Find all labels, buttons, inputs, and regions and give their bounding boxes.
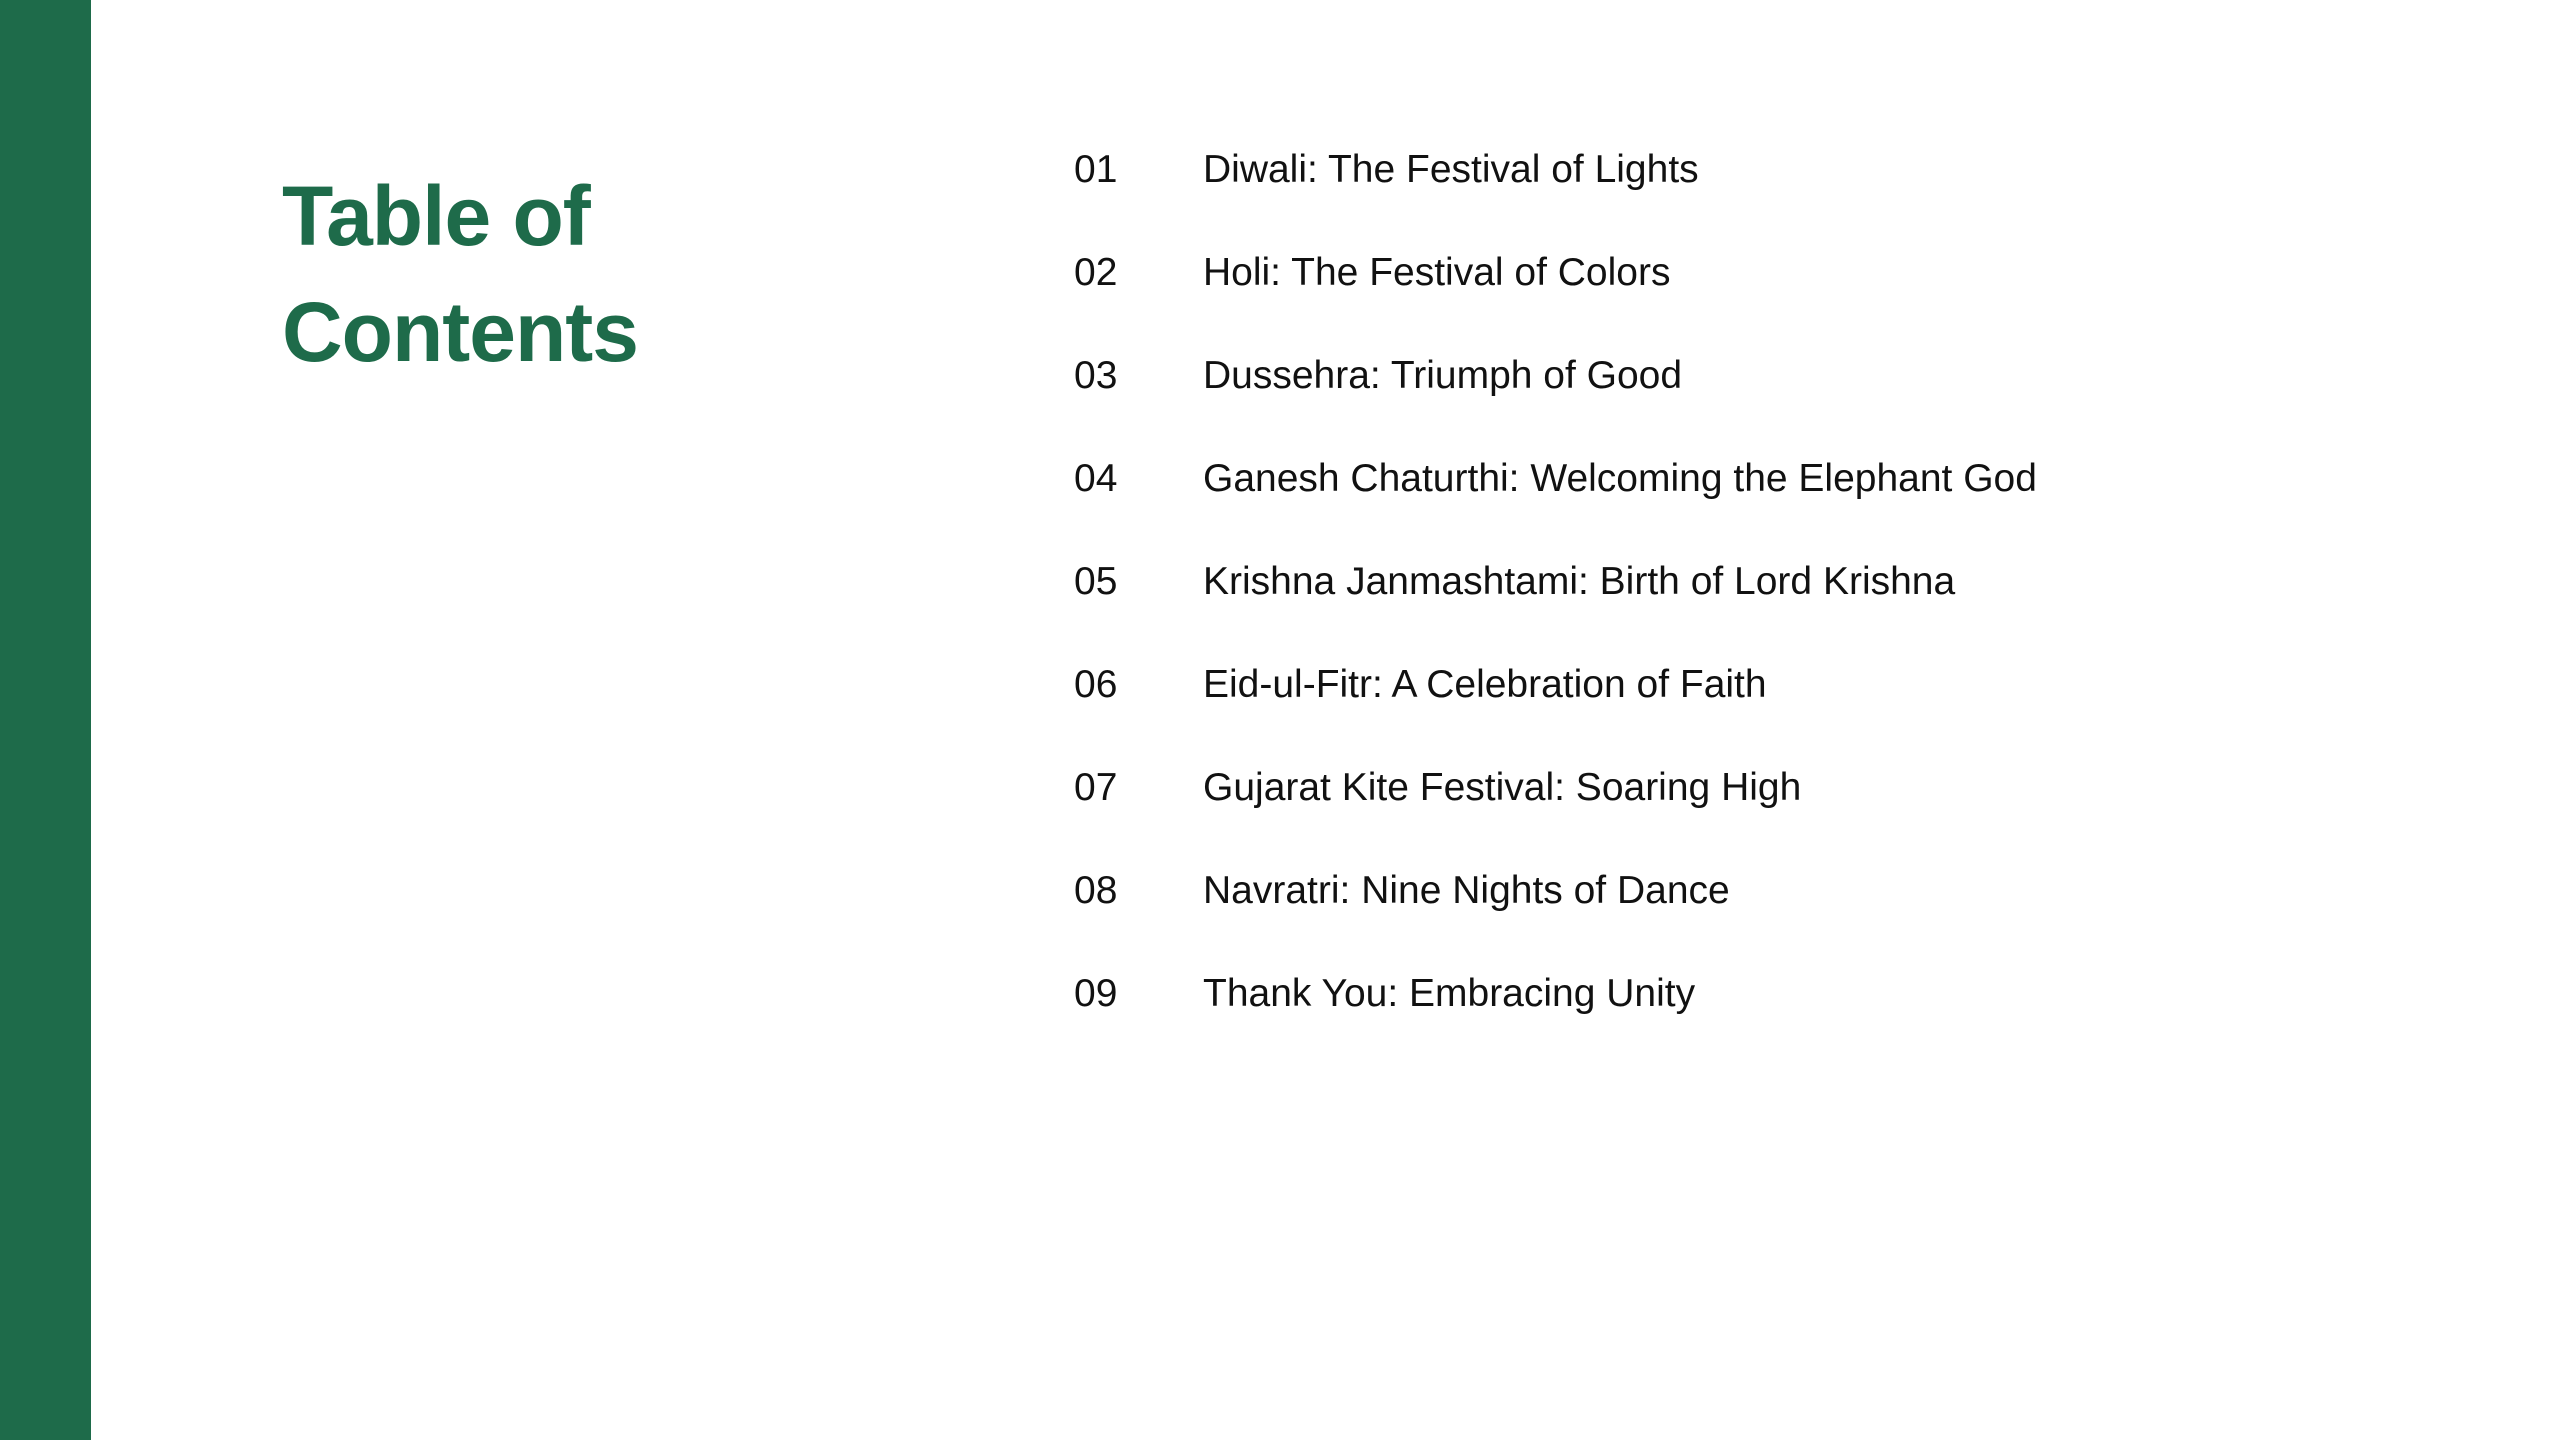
list-item xyxy=(1074,736,2474,839)
item-label: Holi: The Festival of Colors xyxy=(1203,250,1671,294)
item-label: Thank You: Embracing Unity xyxy=(1203,971,1696,1015)
item-number: 08 xyxy=(1074,868,1118,912)
list-item xyxy=(1074,633,2474,736)
list-item xyxy=(1074,324,2474,427)
item-label: Krishna Janmashtami: Birth of Lord Krishna xyxy=(1203,559,1956,603)
item-label: Diwali: The Festival of Lights xyxy=(1203,147,1699,191)
list-item xyxy=(1074,942,2474,1045)
list-item xyxy=(1074,839,2474,942)
item-number: 03 xyxy=(1074,353,1118,397)
item-number: 04 xyxy=(1074,456,1118,500)
item-number: 06 xyxy=(1074,662,1118,706)
item-label: Eid-ul-Fitr: A Celebration of Faith xyxy=(1203,662,1767,706)
table-of-contents-list xyxy=(1074,118,2474,1045)
page-title xyxy=(282,158,842,390)
item-label: Dussehra: Triumph of Good xyxy=(1203,353,1683,397)
item-number: 05 xyxy=(1074,559,1118,603)
title-line-2: Contents xyxy=(282,285,638,379)
list-item xyxy=(1074,427,2474,530)
item-label: Ganesh Chaturthi: Welcoming the Elephant God xyxy=(1203,456,2037,500)
item-label: Navratri: Nine Nights of Dance xyxy=(1203,868,1730,912)
list-item xyxy=(1074,118,2474,221)
item-number: 09 xyxy=(1074,971,1118,1015)
title-line-1: Table of xyxy=(282,169,590,263)
accent-side-bar xyxy=(0,0,91,1440)
item-label: Gujarat Kite Festival: Soaring High xyxy=(1203,765,1802,809)
item-number: 02 xyxy=(1074,250,1118,294)
item-number: 01 xyxy=(1074,147,1118,191)
item-number: 07 xyxy=(1074,765,1118,809)
list-item xyxy=(1074,530,2474,633)
list-item xyxy=(1074,221,2474,324)
